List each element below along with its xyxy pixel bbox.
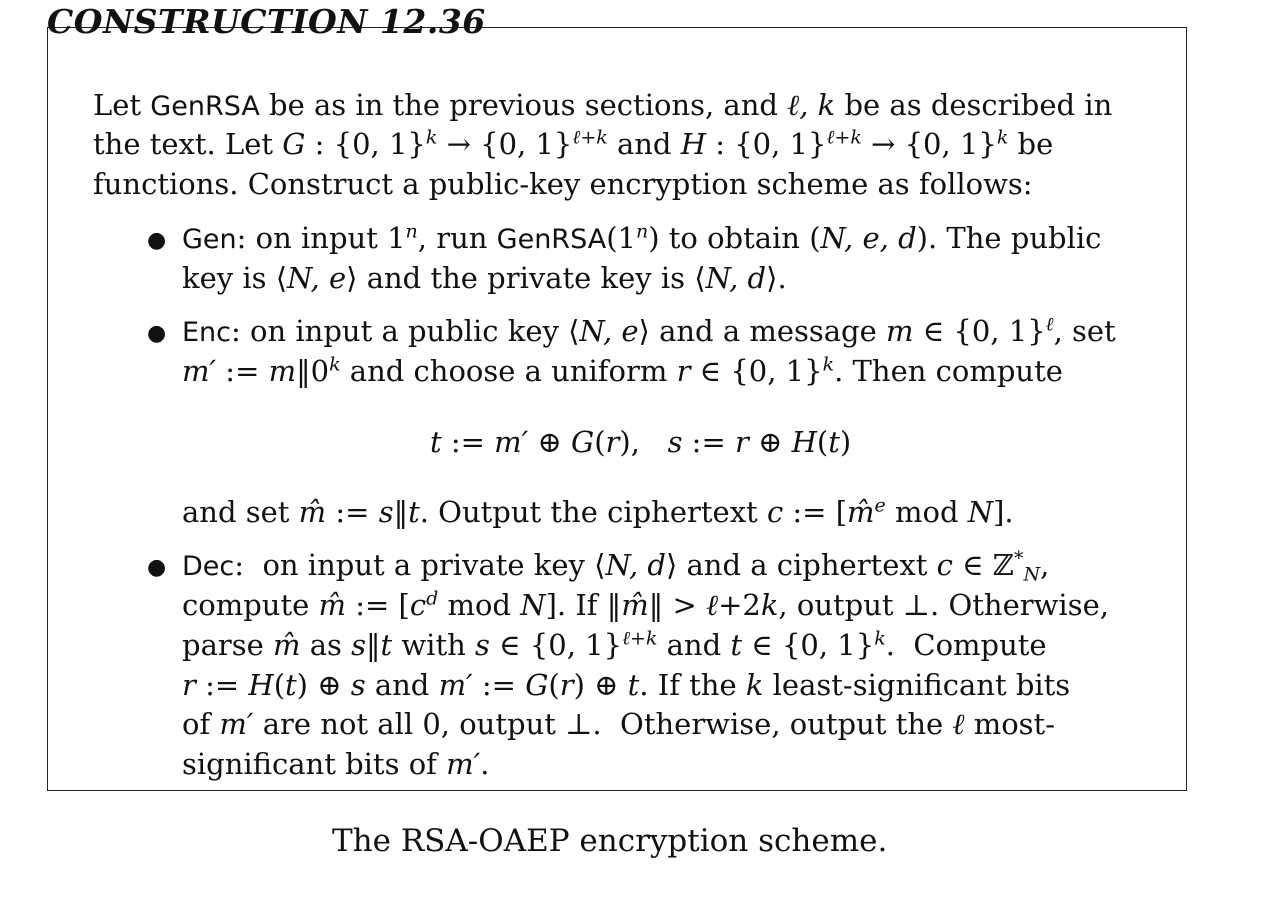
enc-line-3: and set m̂ := s‖t. Output the ciphertext c := [m̂$^e$ mod N]. [182, 494, 1014, 529]
dec-line-6: significant bits of m′. [182, 747, 490, 781]
gen-line-1: Gen: on input 1$^n$, run GenRSA(1$^n$) to obtain (N, e, d). The public [182, 220, 1102, 255]
dec-line-4: r := H(t) ⊕ s and m′ := G(r) ⊕ t. If the k least-significant bits [182, 668, 1071, 702]
gen-line-2: key is ⟨N, e⟩ and the private key is ⟨N, d⟩. [182, 261, 787, 295]
dec-line-5: of m′ are not all 0, output ⊥. Otherwise, output the ℓ most- [182, 707, 1055, 741]
enc-line-1: Enc: on input a public key ⟨N, e⟩ and a message m ∈ {0, 1}$^\ell$, set [182, 313, 1116, 348]
construction-title: CONSTRUCTION 12.36 [47, 2, 486, 41]
dec-line-1: Dec: on input a private key ⟨N, d⟩ and a ciphertext c ∈ ℤ*$_N$, [182, 547, 1050, 586]
intro-line-1: Let GenRSA be as in the previous sections, and ℓ, k be as described in [93, 88, 1113, 122]
intro-line-3: functions. Construct a public-key encryption scheme as follows: [93, 167, 1033, 201]
bullet-dec: ● [147, 555, 167, 580]
enc-formula: t := m′ ⊕ G(r), s := r ⊕ H(t) [430, 425, 852, 459]
figure-caption: The RSA-OAEP encryption scheme. [332, 823, 888, 859]
dec-line-2: compute m̂ := [$c^d$ mod N]. If ‖m̂‖ > ℓ+2k, output ⊥. Otherwise, [182, 587, 1109, 622]
intro-line-2: the text. Let G : {0, 1}$^k$ → {0, 1}$^{\ell+k}$ and H : {0, 1}$^{\ell+k}$ → {0, 1}$^k$ be [93, 126, 1054, 161]
bullet-gen: ● [147, 228, 167, 253]
enc-line-2: m′ := $m‖0^k$ and choose a uniform r ∈ {0, 1}$^k$. Then compute [182, 353, 1063, 388]
bullet-enc: ● [147, 321, 167, 346]
dec-line-3: parse m̂ as s‖t with s ∈ {0, 1}$^{\ell+k}$ and t ∈ {0, 1}$^k$. Compute [182, 627, 1047, 662]
